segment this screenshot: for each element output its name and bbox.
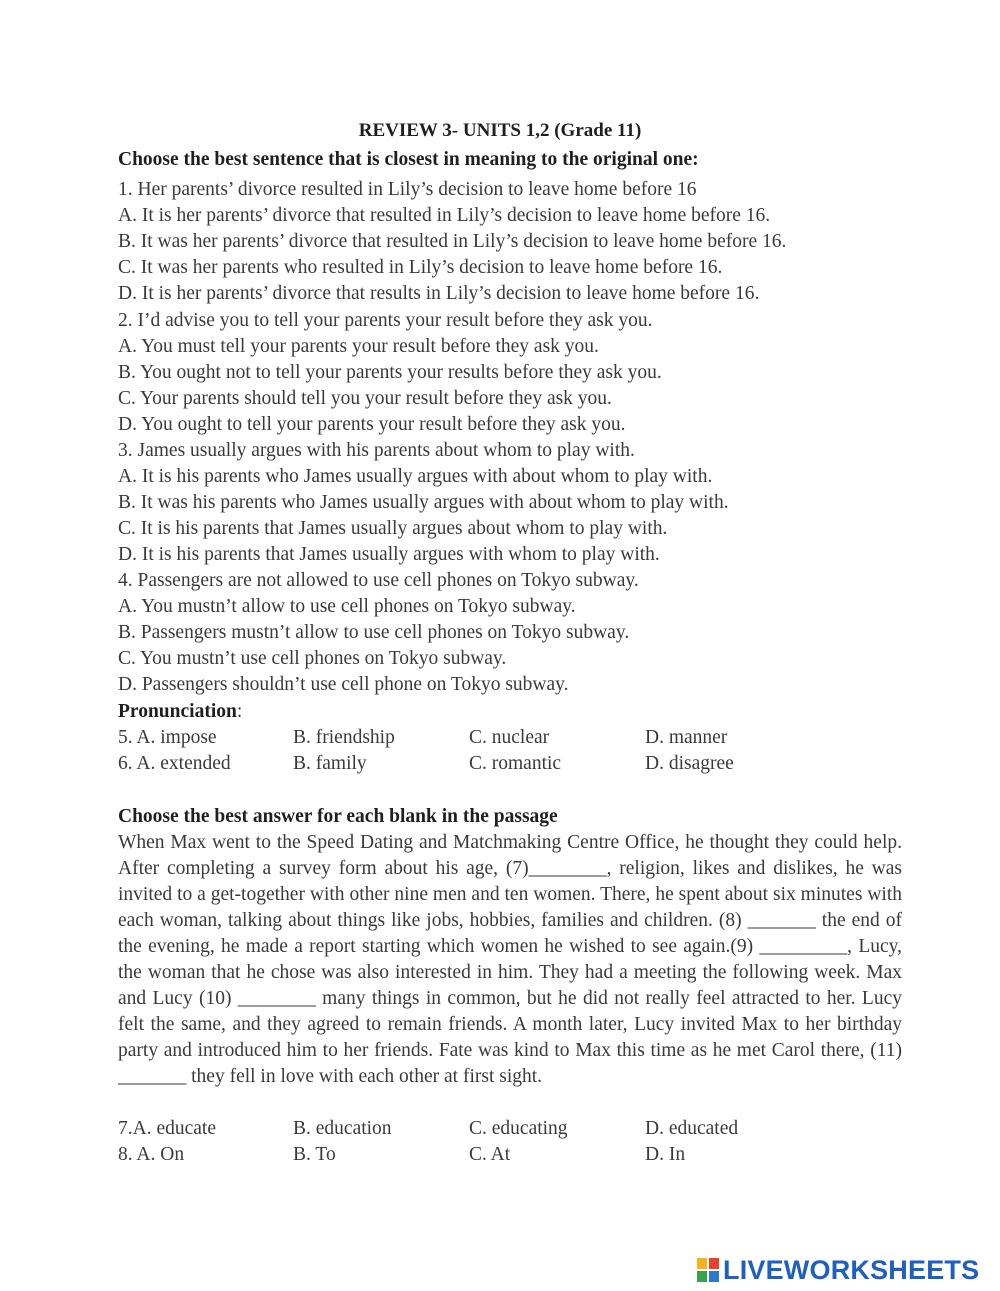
q7-option-b: B. education [293,1118,392,1139]
q6-option-c: C. romantic [469,753,562,774]
section2-heading: Choose the best answer for each blank in the passage [118,806,558,827]
q1-option-b: B. It was her parents’ divorce that resulted in Lily’s decision to leave home before 16. [118,231,787,252]
q2-option-c: C. Your parents should tell you your result before they ask you. [118,388,612,409]
q7-option-c: C. educating [469,1118,568,1139]
q2-option-a: A. You must tell your parents your result before they ask you. [118,336,599,357]
liveworksheets-icon [697,1258,719,1282]
liveworksheets-wordmark: LIVEWORKSHEETS [723,1254,980,1285]
q6-option-a: 6. A. extended [118,753,231,774]
pronunciation-colon: : [236,701,243,722]
q8-row [118,1142,918,1168]
pronunciation-heading: Pronunciation [118,701,237,722]
q8-option-d: D. In [645,1144,686,1165]
q4-stem: 4. Passengers are not allowed to use cell phones on Tokyo subway. [118,570,639,591]
q3-option-d: D. It is his parents that James usually argues with whom to play with. [118,544,660,565]
q6-option-b: B. family [293,753,367,774]
q2-option-b: B. You ought not to tell your parents your results before they ask you. [118,362,662,383]
q8-option-b: B. To [293,1144,336,1165]
q1-option-a: A. It is her parents’ divorce that resulted in Lily’s decision to leave home before 16. [118,205,771,226]
q6-row [118,751,918,777]
q1-option-c: C. It was her parents who resulted in Lily’s decision to leave home before 16. [118,257,723,278]
q3-stem: 3. James usually argues with his parents about whom to play with. [118,440,635,461]
q4-option-b: B. Passengers mustn’t allow to use cell phones on Tokyo subway. [118,622,630,643]
liveworksheets-logo[interactable] [697,1255,979,1285]
q3-option-a: A. It is his parents who James usually argues with about whom to play with. [118,466,713,487]
q7-row [118,1116,918,1142]
q5-option-c: C. nuclear [469,727,550,748]
pronunciation-heading-line [118,699,918,725]
q8-option-c: C. At [469,1144,511,1165]
q7-option-d: D. educated [645,1118,739,1139]
q5-option-a: 5. A. impose [118,727,217,748]
worksheet-title: REVIEW 3- UNITS 1,2 (Grade 11) [358,120,642,141]
q1-stem: 1. Her parents’ divorce resulted in Lily’s decision to leave home before 16 [118,179,697,200]
q2-option-d: D. You ought to tell your parents your result before they ask you. [118,414,626,435]
q3-option-c: C. It is his parents that James usually argues about whom to play with. [118,518,668,539]
reading-passage: When Max went to the Speed Dating and Matchmaking Centre Office, he thought they could help. After completing a survey form about his age, (7)________, religion, likes and dislikes, he was invited to a get-together with other nine men and ten women. There, he spent about six minutes with each woman, talking about things like jobs, hobbies, families and children. (8) _______ the end of the evening, he made a report starting which women he wished to see again.(9) _________, Lucy, the woman that he chose was also interested in him. They had a meeting the following week. Max and Lucy (10) ________ many things in common, but he did not really feel attracted to her. Lucy felt the same, and they agreed to remain friends. A month later, Lucy invited Max to her birthday party and introduced him to her friends. Fate was kind to Max this time as he met Carol there, (11) _______ they fell in love with each other at first sight. [118,832,902,1087]
q5-option-b: B. friendship [293,727,395,748]
q4-option-d: D. Passengers shouldn’t use cell phone on Tokyo subway. [118,674,569,695]
q4-option-c: C. You mustn’t use cell phones on Tokyo subway. [118,648,507,669]
q3-option-b: B. It was his parents who James usually argues with about whom to play with. [118,492,729,513]
q1-option-d: D. It is her parents’ divorce that results in Lily’s decision to leave home before 16. [118,283,760,304]
q5-option-d: D. manner [645,727,728,748]
q6-option-d: D. disagree [645,753,734,774]
section1-heading: Choose the best sentence that is closest in meaning to the original one: [118,149,699,170]
q7-option-a: 7.A. educate [118,1118,216,1139]
q2-stem: 2. I’d advise you to tell your parents your result before they ask you. [118,310,653,331]
q4-option-a: A. You mustn’t allow to use cell phones on Tokyo subway. [118,596,576,617]
q5-row [118,725,918,751]
q8-option-a: 8. A. On [118,1144,185,1165]
